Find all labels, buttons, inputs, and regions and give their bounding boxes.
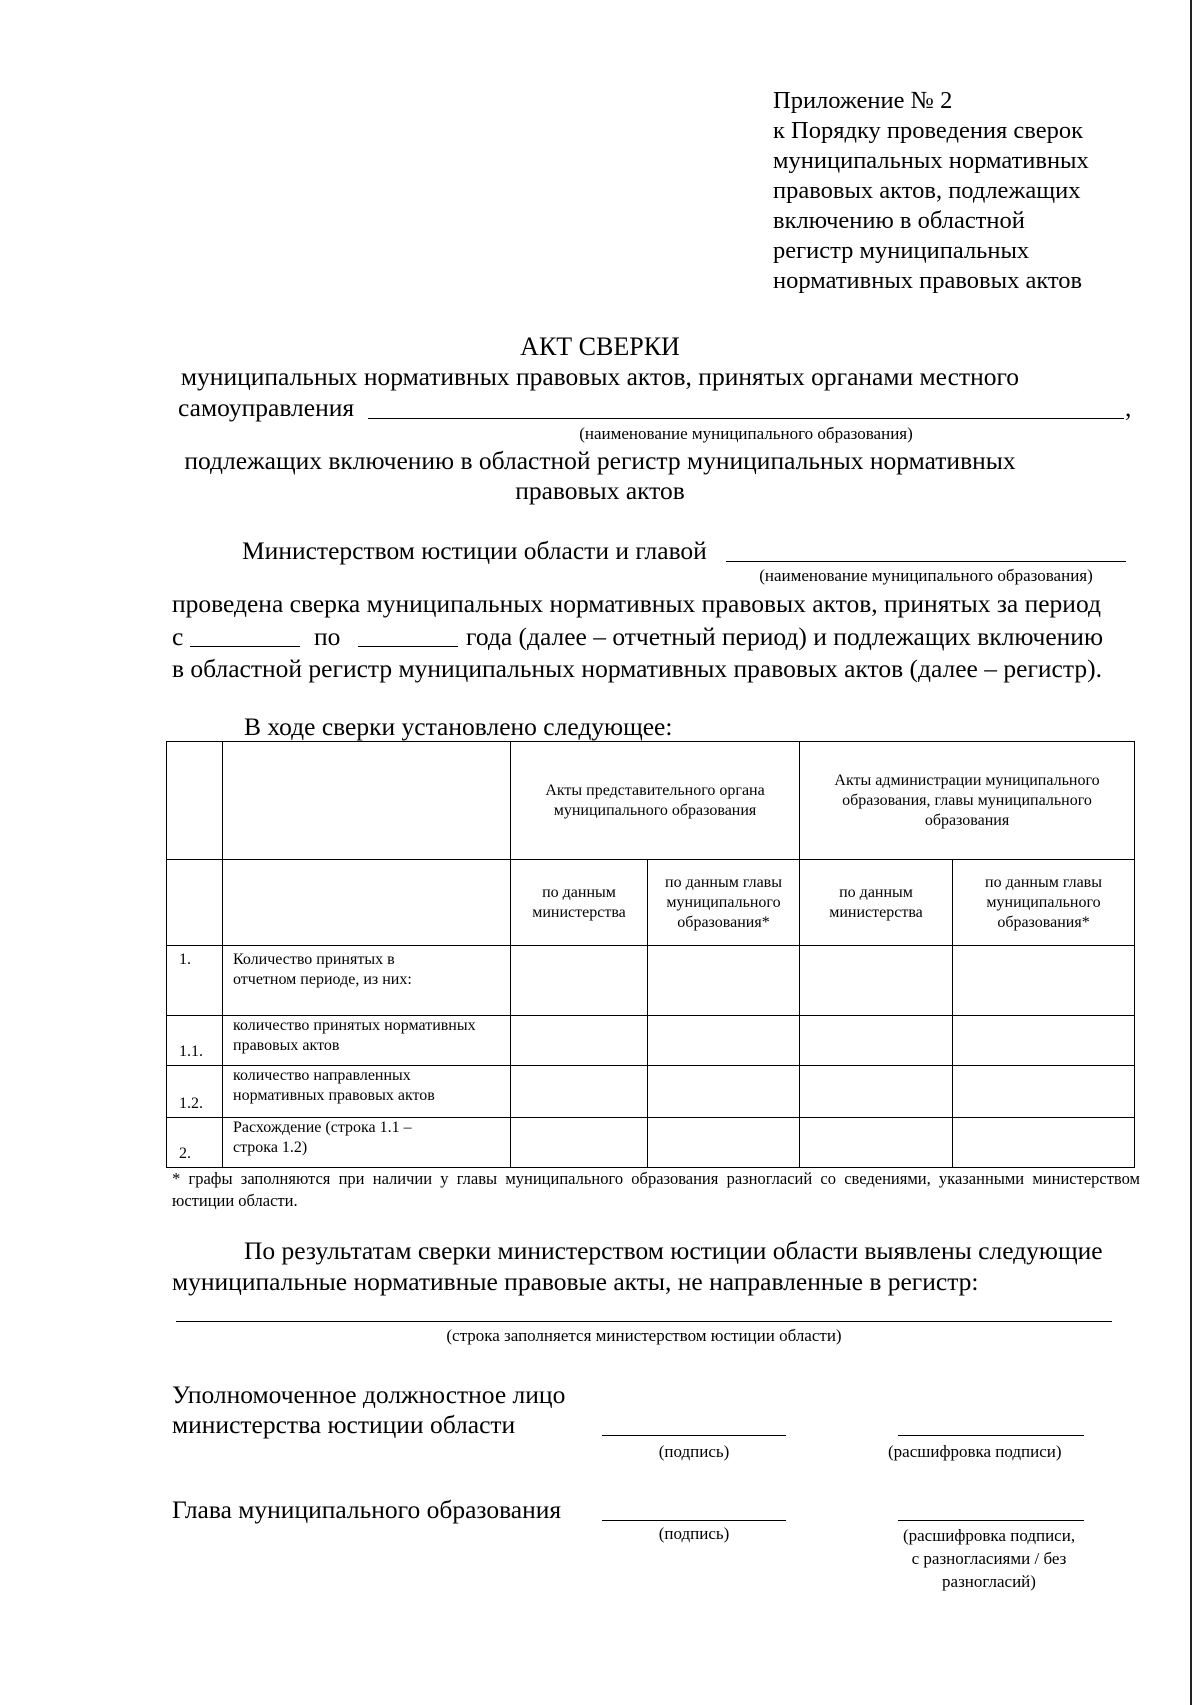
value-cell[interactable] [800,1118,953,1168]
table-row [167,1118,1135,1168]
subheader-ministry: по данным министерства [511,860,648,946]
head-decoding-field[interactable] [898,1520,1084,1521]
table-row [167,946,1135,1016]
value-cell[interactable] [800,1066,953,1118]
appendix-line: правовых актов, подлежащих [773,177,1081,204]
header-empty-label [223,742,511,860]
head-municipality-field[interactable] [726,561,1126,562]
appendix-line: муниципальных нормативных [773,147,1089,174]
subtitle-line2-prefix: самоуправления [178,393,355,422]
subtitle-line1: муниципальных нормативных правовых актов, принятых органами местного [180,362,1020,391]
row-label: Количество принятых в отчетном периоде, из них: [223,946,511,1016]
official-decoding-field[interactable] [898,1435,1084,1436]
group-header-representative: Акты представительного органа муниципального образования [511,742,800,860]
results-line2: муниципальные нормативные правовые акты, не направленные в регистр: [172,1267,979,1296]
head-signature-field[interactable] [602,1520,786,1521]
appendix-block [773,86,1173,296]
value-cell[interactable] [953,946,1135,1016]
value-cell[interactable] [648,1066,800,1118]
table-header-row [167,742,1135,860]
value-cell[interactable] [648,1118,800,1168]
head-municipality-caption: (наименование муниципального образования) [759,566,1093,585]
row-number: 1.1. [167,1016,223,1066]
value-cell[interactable] [511,1066,648,1118]
appendix-line: к Порядку проведения сверок [773,117,1084,144]
row-number: 1.2. [167,1066,223,1118]
reconciliation-table [166,741,1135,1168]
subheader-empty-label [223,860,511,946]
period-paragraph-line1: проведена сверка муниципальных нормативных правовых актов, принятых за период [172,589,1101,618]
subtitle-line4: правовых актов [515,476,685,505]
row-number: 2. [167,1118,223,1168]
municipality-name-field[interactable] [368,418,1124,419]
subheader-ministry: по данным министерства [800,860,953,946]
appendix-line: Приложение № 2 [773,87,953,114]
value-cell[interactable] [511,946,648,1016]
municipality-name-caption: (наименование муниципального образования) [579,424,913,443]
table-row [167,1066,1135,1118]
subheader-head: по данным главы муниципального образования* [953,860,1135,946]
official-label-line2: министерства юстиции области [172,1410,516,1439]
appendix-line: включению в областной [773,207,1025,234]
value-cell[interactable] [511,1118,648,1168]
appendix-line: нормативных правовых актов [773,267,1083,294]
row-label: количество принятых нормативных правовых актов [223,1016,511,1066]
head-label: Глава муниципального образования [172,1495,562,1524]
head-decoding-caption-line3: разногласий) [942,1572,1036,1591]
value-cell[interactable] [953,1066,1135,1118]
results-line1: По результатам сверки министерством юстиции области выявлены следующие [244,1236,1103,1265]
period-paragraph-line2: года (далее – отчетный период) и подлежащих включению [466,622,1104,651]
findings-intro: В ходе сверки установлено следующее: [244,712,673,741]
value-cell[interactable] [800,1016,953,1066]
subheader-head: по данным главы муниципального образования* [648,860,800,946]
official-decoding-caption: (расшифровка подписи) [888,1442,1062,1461]
row-label: Расхождение (строка 1.1 – строка 1.2) [223,1118,511,1168]
row-label: количество направленных нормативных правовых актов [223,1066,511,1118]
value-cell[interactable] [953,1118,1135,1168]
period-c-label: с [172,622,184,651]
period-end-field[interactable] [358,646,458,647]
value-cell[interactable] [648,1016,800,1066]
period-start-field[interactable] [190,646,300,647]
header-empty-num [167,742,223,860]
document-title: АКТ СВЕРКИ [520,332,680,361]
period-po-label: по [314,622,341,651]
period-paragraph-line3: в областной регистр муниципальных нормативных правовых актов (далее – регистр). [172,654,1102,683]
head-decoding-caption-line2: с разногласиями / без [911,1549,1067,1568]
subtitle-line3: подлежащих включению в областной регистр муниципальных нормативных [184,446,1016,475]
value-cell[interactable] [953,1016,1135,1066]
unsent-acts-caption: (строка заполняется министерством юстиции области) [446,1326,842,1345]
subtitle-line2-suffix: , [1125,393,1132,422]
head-signature-caption: (подпись) [658,1524,730,1543]
appendix-line: регистр муниципальных [773,237,1030,264]
ministry-line: Министерством юстиции области и главой [242,536,707,565]
unsent-acts-field[interactable] [176,1321,1112,1322]
value-cell[interactable] [800,946,953,1016]
row-number: 1. [167,946,223,1016]
scan-edge [1190,0,1192,1705]
head-decoding-caption-line1: (расшифровка подписи, [902,1526,1076,1545]
group-header-administration: Акты администрации муниципального образования, главы муниципального образования [800,742,1135,860]
subheader-empty-num [167,860,223,946]
value-cell[interactable] [511,1016,648,1066]
table-footnote: * графы заполняются при наличии у главы муниципального образования разногласий со сведениями, указанными министерством юстиции области. [172,1169,1140,1210]
official-signature-caption: (подпись) [658,1442,730,1461]
official-label-line1: Уполномоченное должностное лицо [172,1380,566,1409]
official-signature-field[interactable] [602,1435,786,1436]
value-cell[interactable] [648,946,800,1016]
table-subheader-row [167,860,1135,946]
table-row [167,1016,1135,1066]
